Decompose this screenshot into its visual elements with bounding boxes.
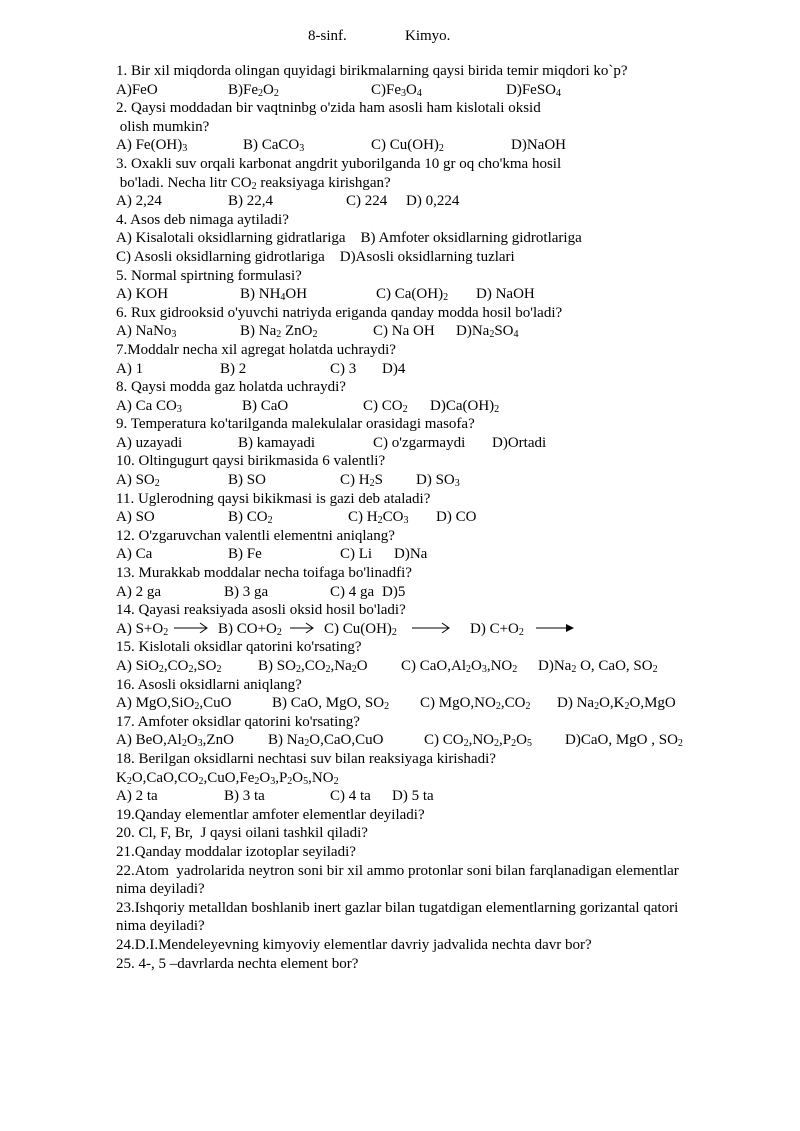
question-5 [116,267,726,304]
answer-options [116,545,726,564]
question-text-cont: $K_2O,CaO,CO_2,CuO,Fe_2O_3,P_2O_5,NO_2$ [116,769,339,787]
question-text: 14. Qayasi reaksiyada asosli oksid hosil bo'ladi? [116,602,406,619]
option-d: D) 5 ta [392,788,434,805]
option-a: A)FeO [116,81,158,98]
option-c: C) 4 ta [330,788,371,805]
question-16 [116,676,726,713]
option-d: D) 0,224 [406,193,460,210]
question-text: 5. Normal spirtning formulasi? [116,267,302,284]
question-8 [116,378,726,415]
question-text-cont: nima deyiladi? [116,918,205,935]
question-12 [116,527,726,564]
option-c: C) o'zgarmaydi [373,434,466,451]
question-2 [116,99,726,155]
option-b: B) CaO [242,397,289,414]
option-b: B) CaO, MgO, $SO_2$ [272,695,390,713]
option-c: $C)Fe_3O_4$ [371,81,422,99]
answer-options [116,81,726,100]
answer-options [116,583,726,602]
question-text: 10. Oltingugurt qaysi birikmasida 6 valentli? [116,453,386,470]
question-text-cont: nima deyiladi? [116,881,205,898]
question-11 [116,490,726,527]
option-a: A) uzayadi [116,434,183,451]
answer-options [116,620,726,639]
option-c: C) 3 [330,360,357,377]
option-b: B) $CO+O_2$ [218,620,282,638]
question-18 [116,750,726,806]
answer-options [116,508,726,527]
option-a: A) 2 ga [116,583,161,600]
option-c: C) $Cu(OH)_2$ [324,620,397,638]
option-c: C) $MgO,NO_2,CO_2$ [420,695,531,713]
option-c: C) $CO_2$ [363,397,408,415]
option-c: C) $H_2CO_3$ [348,509,409,527]
option-b: B) Fe [228,546,262,563]
option-a: A) 2 ta [116,788,158,805]
option-d: $D)Na_2$ O, CaO, $SO_2$ [538,658,658,675]
question-text: 8. Qaysi modda gaz holatda uchraydi? [116,379,346,396]
option-a: A) Ca [116,546,153,563]
answer-options [116,787,726,806]
question-text: 22.Atom yadrolarida neytron soni bir xil ammo protonlar soni bilan farqlanadigan elementlar [116,862,679,879]
question-text: 3. Oxakli suv orqali karbonat angdrit yuborilganda 10 gr oq cho'kma hosil [116,155,562,172]
question-9 [116,415,726,452]
question-10 [116,452,726,489]
question-text: 12. O'zgaruvchan valentli elementni aniqlang? [116,527,395,544]
option-a: A) 2,24 [116,193,162,210]
question-19 [116,806,726,825]
page-header [0,27,800,45]
question-21 [116,843,726,862]
option-d: D)5 [382,583,406,600]
option-d: D)CaO, MgO , $SO_2$ [565,732,683,750]
question-15 [116,638,726,675]
question-text: 17. Amfoter oksidlar qatorini ko'rsating? [116,713,360,730]
question-text: 11. Uglerodning qaysi bikikmasi is gazi deb ataladi? [116,490,431,507]
option-d: D)Ortadi [492,434,547,451]
option-b: B) SO [228,472,266,489]
option-a: A) SO [116,509,155,526]
option-d: D)NaOH [511,137,566,154]
option-d: $D)Na_2SO_4$ [456,323,519,341]
reaction-arrow-icon [290,621,314,633]
reaction-arrow-icon [412,621,450,633]
answer-options [116,322,726,341]
option-c: C) $Ca(OH)_2$ [376,286,449,304]
question-text: 16. Asosli oksidlarni aniqlang? [116,676,302,693]
question-text: 7.Moddalr necha xil agregat holatda uchraydi? [116,341,396,358]
question-text: 18. Berilgan oksidlarni nechtasi suv bilan reaksiyaga kirishadi? [116,750,496,767]
question-14 [116,601,726,638]
answer-options [116,471,726,490]
option-c: C) 224 [346,193,388,210]
option-d: D) $Na_2O,K_2O,MgO$ [557,695,676,713]
option-a: A) $S+O_2$ [116,620,169,638]
option-b: $B)Fe_2O_2$ [228,81,279,99]
question-23 [116,899,726,936]
question-4 [116,211,726,267]
option-a: A) 1 [116,360,144,377]
question-1 [116,62,726,99]
option-c: C) $Cu(OH)_2$ [371,137,444,155]
question-text: 4. Asos deb nimaga aytiladi? [116,211,289,228]
answer-options-line: A) Kisalotali oksidlarning gidratlariga B) Amfoter oksidlarning gidrotlariga [116,230,582,247]
option-a: A) $BeO,Al_2O_3,ZnO$ [116,732,234,750]
question-text: 9. Temperatura ko'tarilganda malekulalar orasidagi masofa? [116,416,475,433]
option-b: B) $Na_2O,CaO,CuO$ [268,732,384,750]
option-b: B) CaCO$_3$ [243,137,305,155]
option-c: C) Li [340,546,373,563]
option-b: B) $Na_2$ ZnO$_2$ [240,323,318,341]
question-text: 21.Qanday moddalar izotoplar seyiladi? [116,843,356,860]
question-3 [116,155,726,211]
question-text-cont: bo'ladi. Necha litr $CO_2$ reaksiyaga kirishgan? [116,174,391,192]
answer-options [116,434,726,453]
answer-options [116,192,726,211]
option-b: B) $NH_4OH$ [240,286,308,304]
question-17 [116,713,726,750]
grade-label: 8-sinf. [308,28,347,44]
question-13 [116,564,726,601]
answer-options [116,136,726,155]
question-text: 15. Kislotali oksidlar qatorini ko'rsating? [116,639,362,656]
option-d: D) CO [436,509,477,526]
question-text: 13. Murakkab moddalar necha toifaga bo'linadfi? [116,565,412,582]
option-b: B) $SO_2,CO_2,Na_2O$ [258,658,368,675]
option-b: B) 3 ga [224,583,269,600]
option-c: C) $CO_2,NO_2,P_2O_5$ [424,732,532,750]
option-d: $D)Ca(OH)_2$ [430,397,500,415]
option-d: D)4 [382,360,406,377]
option-d: D)Na [394,546,428,563]
question-24 [116,936,726,955]
option-b: B) 22,4 [228,193,273,210]
option-a: A) $SiO_2,CO_2,SO_2$ [116,658,222,675]
option-c: C) 4 ga [330,583,375,600]
option-a: A) KOH [116,286,169,303]
answer-options-line: C) Asosli oksidlarning gidrotlariga D)Asosli oksidlarning tuzlari [116,248,515,265]
question-text: 6. Rux gidrooksid o'yuvchi natriyda eriganda qanday modda hosil bo'ladi? [116,304,563,321]
option-d: D)FeSO$_4$ [506,81,562,99]
question-text: 20. Cl, F, Br, J qaysi oilani tashkil qiladi? [116,825,368,842]
question-text: 25. 4-, 5 –davrlarda nechta element bor? [116,955,359,972]
question-list [116,62,726,973]
option-b: B) $CO_2$ [228,509,273,527]
question-6 [116,304,726,341]
option-a: A) NaNo$_3$ [116,323,177,341]
option-a: A) Ca $CO_3$ [116,397,182,415]
answer-options [116,285,726,304]
answer-options [116,360,726,379]
question-22 [116,862,726,899]
answer-options [116,657,726,676]
reaction-arrow-icon [536,621,574,633]
option-d: D) $C+O_2$ [470,620,524,638]
question-text: 23.Ishqoriy metalldan boshlanib inert gazlar bilan tugatdigan elementlarning gorizantal qatori [116,899,679,916]
option-d: D) $SO_3$ [416,472,460,490]
reaction-arrow-icon [174,621,208,633]
question-text: 19.Qanday elementlar amfoter elementlar deyiladi? [116,806,425,823]
option-d: D) NaOH [476,286,535,303]
question-text: 24.D.I.Mendeleyevning kimyoviy elementlar davriy jadvalida nechta davr bor? [116,936,592,953]
option-c: C) $CaO,Al_2O_3,NO_2$ [401,658,518,675]
option-b: B) 3 ta [224,788,265,805]
option-b: B) 2 [220,360,247,377]
question-text: 1. Bir xil miqdorda olingan quyidagi birikmalarning qaysi birida temir miqdori ko`p? [116,63,628,79]
option-b: B) kamayadi [238,434,316,451]
option-c: C) Na OH [373,323,435,340]
option-a: A) $Fe(OH)_3$ [116,137,188,155]
option-a: A) $SO_2$ [116,472,160,490]
answer-options [116,731,726,750]
question-text: 2. Qaysi moddadan bir vaqtninbg o'zida ham asosli ham kislotali oksid [116,100,541,117]
answer-options [116,694,726,713]
answer-options [116,397,726,416]
question-7 [116,341,726,378]
option-a: A) MgO,SiO$_2$,CuO [116,695,232,713]
option-c: C) $H_2S$ [340,472,383,490]
question-20 [116,824,726,843]
question-text-cont: olish mumkin? [116,118,210,135]
subject-label: Kimyo. [405,28,451,44]
question-25 [116,955,726,974]
